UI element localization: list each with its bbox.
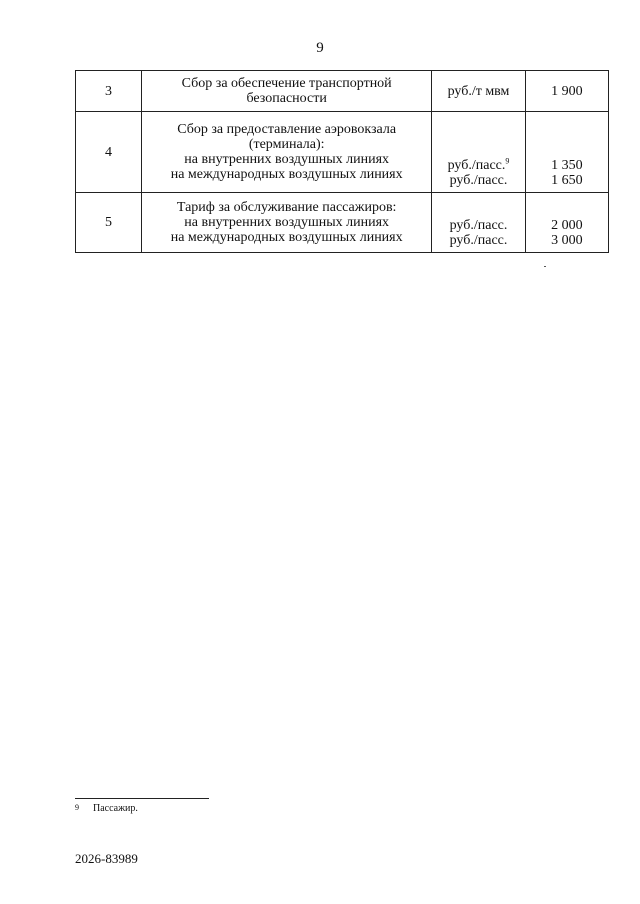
fee-name	[142, 193, 432, 253]
fee-unit-line: руб./пасс.	[449, 218, 508, 233]
row-number: 3	[76, 71, 142, 112]
page-number: 9	[316, 40, 324, 56]
fee-unit-line: руб./пасс.	[449, 173, 508, 188]
fee-value	[525, 71, 608, 112]
fee-unit-line	[432, 158, 525, 173]
scan-speck	[544, 266, 546, 267]
fee-name-line: Тариф за обслуживание пассажиров:	[176, 200, 397, 215]
table-row	[76, 193, 609, 253]
fee-unit-text: руб./пасс.	[447, 158, 506, 173]
fee-value	[525, 193, 608, 253]
footnote-reference: 9	[505, 156, 510, 166]
table-row	[76, 71, 609, 112]
fee-value-line: 2 000	[551, 218, 583, 233]
fee-name	[142, 112, 432, 193]
fee-name-line: на международных воздушных линиях	[170, 167, 403, 182]
row-number: 5	[76, 193, 142, 253]
fee-name-line: (терминала):	[248, 137, 325, 152]
fee-value-line: 1 350	[551, 158, 583, 173]
fee-unit	[432, 71, 526, 112]
document-code: 2026-83989	[75, 851, 138, 866]
footnote-text: Пассажир.	[93, 803, 138, 814]
fee-unit	[432, 112, 526, 193]
fee-name-line: на внутренних воздушных линиях	[184, 215, 390, 230]
fee-name-line: безопасности	[246, 91, 327, 106]
fee-unit-line: руб./пасс.	[449, 233, 508, 248]
fee-unit-line: руб./т мвм	[447, 83, 510, 99]
footnote	[75, 803, 138, 814]
fees-table	[75, 70, 609, 253]
footnote-separator	[75, 798, 209, 799]
fee-value	[525, 112, 608, 193]
fee-name	[142, 71, 432, 112]
fee-value-line: 1 650	[551, 173, 583, 188]
fee-name-line: Сбор за обеспечение транспортной	[181, 76, 392, 91]
table-row	[76, 112, 609, 193]
row-number: 4	[76, 112, 142, 193]
footnote-mark: 9	[75, 803, 79, 812]
fee-name-line: на внутренних воздушных линиях	[184, 152, 390, 167]
fee-value-line: 3 000	[551, 233, 583, 248]
fee-name-line: Сбор за предоставление аэровокзала	[177, 122, 397, 137]
fee-name-line: на международных воздушных линиях	[170, 230, 403, 245]
fee-value-line: 1 900	[551, 83, 583, 99]
fee-unit	[432, 193, 526, 253]
